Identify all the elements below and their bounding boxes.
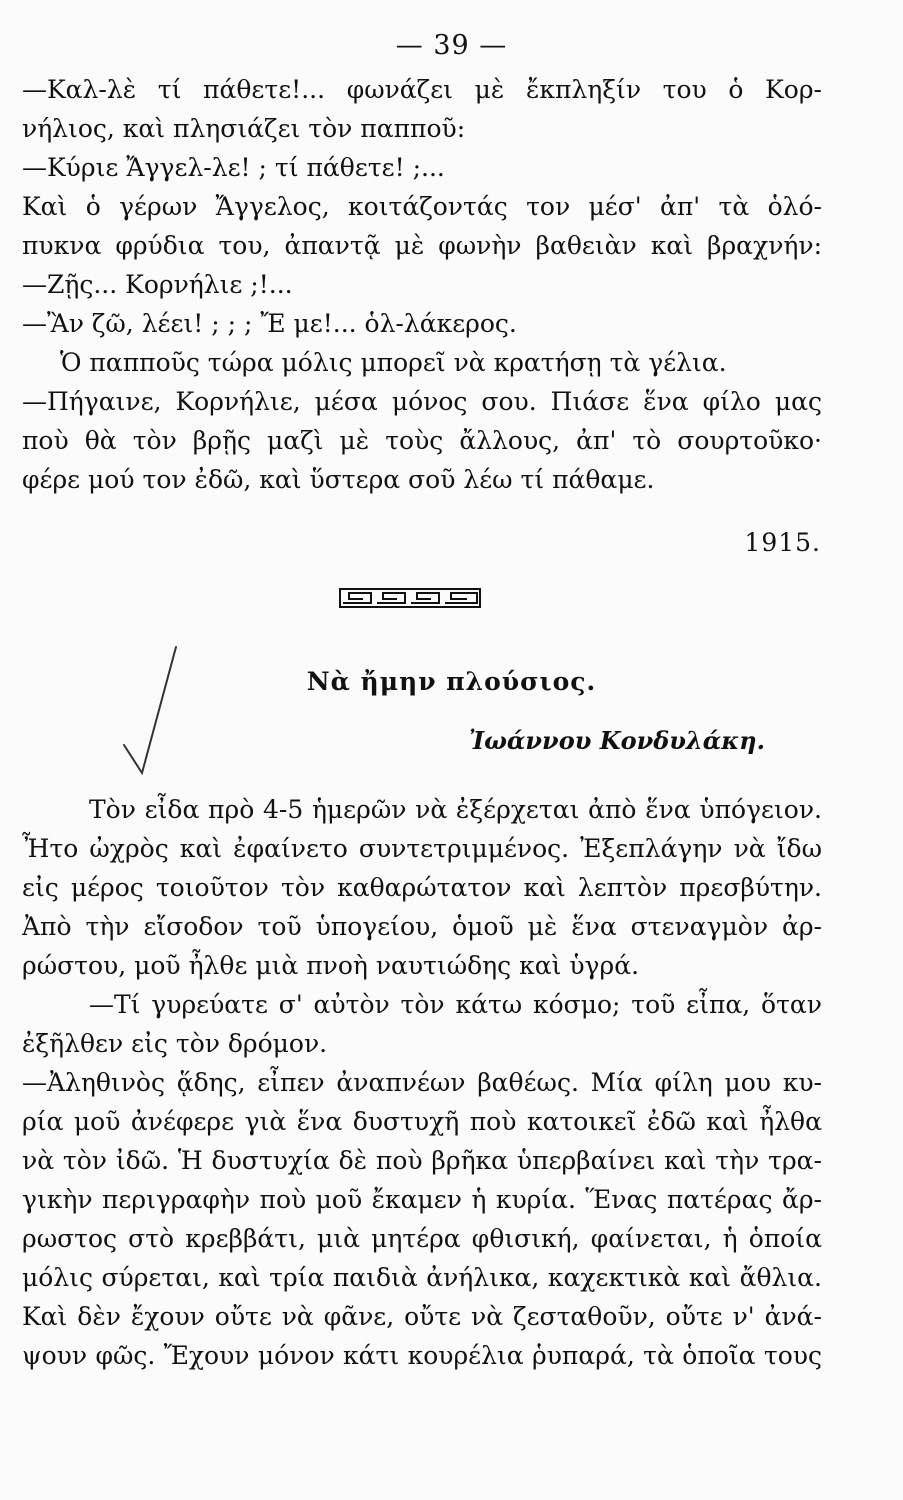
- previous-story-text: [22, 70, 822, 499]
- text-line: Τὸν εἶδα πρὸ 4-5 ἡμερῶν νὰ ἐξέρχεται ἀπὸ ἕνα ὑπόγειον.: [89, 795, 822, 824]
- text-line: ψουν φῶς. Ἔχουν μόνον κάτι κουρέλια ῥυπαρά, τὰ ὁποῖα τους: [22, 1341, 822, 1370]
- text-line: ρώστου, μοῦ ἦλθε μιὰ πνοὴ ναυτιώδης καὶ ὑγρά.: [22, 951, 640, 980]
- text-line: Καὶ ὁ γέρων Ἄγγελος, κοιτάζοντάς τον μέσ' ἀπ' τὰ ὁλό-: [22, 192, 822, 221]
- text-line: —Ἀληθινὸς ᾅδης, εἶπεν ἀναπνέων βαθέως. Μία φίλη μου κυ-: [22, 1068, 822, 1097]
- story-body-text: [22, 790, 822, 1375]
- text-line: πυκνα φρύδια του, ἀπαντᾷ μὲ φωνὴν βαθειὰν καὶ βραχνήν:: [22, 231, 822, 260]
- text-line: Καὶ δὲν ἔχουν οὔτε νὰ φᾶνε, οὔτε νὰ ζεσταθοῦν, οὔτε ν' ἀνά-: [22, 1302, 822, 1331]
- text-line: φέρε μού τον ἐδῶ, καὶ ὕστερα σοῦ λέω τί πάθαμε.: [22, 465, 655, 494]
- story-date: 1915.: [744, 528, 821, 557]
- text-line: νήλιος, καὶ πλησιάζει τὸν παπποῦ:: [22, 114, 466, 143]
- text-line: νὰ τὸν ἰδῶ. Ἡ δυστυχία δὲ ποὺ βρῆκα ὑπερβαίνει καὶ τὴν τρα-: [22, 1146, 822, 1175]
- text-line: ἐξῆλθεν εἰς τὸν δρόμον.: [22, 1029, 328, 1058]
- text-line: ποὺ θὰ τὸν βρῇς μαζὶ μὲ τοὺς ἄλλους, ἀπ' τὸ σουρτοῦκο·: [22, 426, 822, 455]
- text-line: —Πήγαινε, Κορνήλιε, μέσα μόνος σου. Πιάσε ἕνα φίλο μας: [22, 387, 822, 416]
- text-line: εἰς μέρος τοιοῦτον τὸν καθαρώτατον καὶ λεπτὸν πρεσβύτην.: [22, 873, 822, 902]
- text-line: Ὁ παπποῦς τώρα μόλις μπορεῖ νὰ κρατήσῃ τὰ γέλια.: [60, 348, 727, 377]
- text-line: —Ἂν ζῶ, λέει! ; ; ; Ἔ με!... ὁλ-λάκερος.: [22, 309, 517, 338]
- text-line: ρία μοῦ ἀνέφερε γιὰ ἕνα δυστυχῆ ποὺ κατοικεῖ ἐδῶ καὶ ἦλθα: [22, 1107, 822, 1136]
- text-line: —Ζῇς... Κορνήλιε ;!...: [22, 270, 293, 299]
- greek-key-ornament: [339, 586, 481, 610]
- page-number: — 39 —: [395, 30, 508, 61]
- text-line: Ἦτο ὠχρὸς καὶ ἐφαίνετο συντετριμμένος. Ἐξεπλάγην νὰ ἴδω: [22, 834, 822, 863]
- story-title: Νὰ ἤμην πλούσιος.: [306, 667, 597, 696]
- text-line: μόλις σύρεται, καὶ τρία παιδιὰ ἀνήλικα, καχεκτικὰ καὶ ἄθλια.: [22, 1263, 822, 1292]
- text-line: ρωστος στὸ κρεββάτι, μιὰ μητέρα φθισική, φαίνεται, ἡ ὁποία: [22, 1224, 822, 1253]
- text-line: γικὴν περιγραφὴν ποὺ μοῦ ἔκαμεν ἡ κυρία. Ἕνας πατέρας ἄρ-: [22, 1185, 822, 1214]
- text-line: —Καλ-λὲ τί πάθετε!... φωνάζει μὲ ἔκπληξίν του ὁ Κορ-: [22, 75, 822, 104]
- text-line: Ἀπὸ τὴν εἴσοδον τοῦ ὑπογείου, ὁμοῦ μὲ ἕνα στεναγμὸν ἀρ-: [22, 912, 822, 941]
- pencil-checkmark: [114, 645, 184, 785]
- text-line: —Κύριε Ἄγγελ-λε! ; τί πάθετε! ;...: [22, 153, 445, 182]
- story-author: Ἰωάννου Κονδυλάκη.: [468, 726, 765, 755]
- text-line: —Τί γυρεύατε σ' αὐτὸν τὸν κάτω κόσμο; τοῦ εἶπα, ὅταν: [89, 990, 822, 1019]
